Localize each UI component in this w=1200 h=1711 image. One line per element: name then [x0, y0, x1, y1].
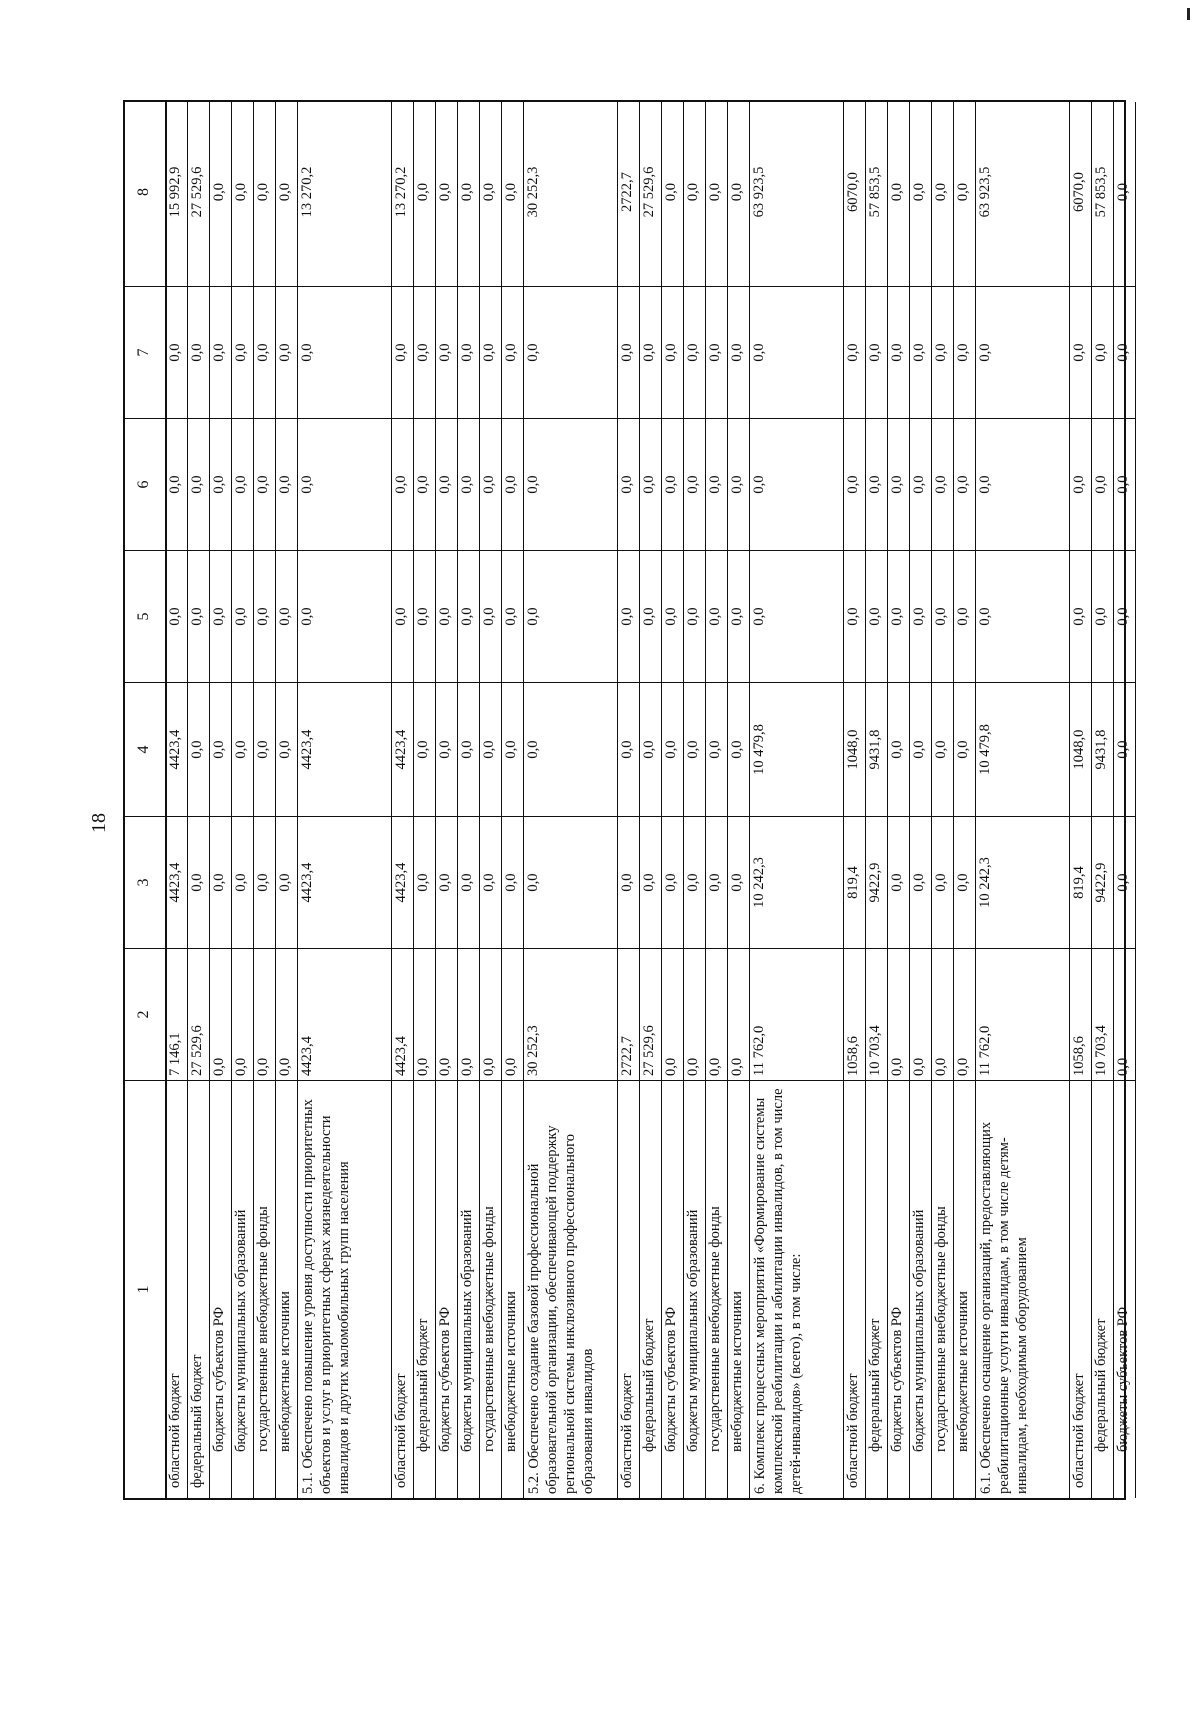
- value-cell: 0,0: [233, 182, 249, 202]
- value-cell: 0,0: [457, 816, 479, 948]
- row-label: 6. Комплекс процессных мероприятий «Формирование системы комплексной реабилитации и абилитации инвалидов, в том числе детей-инвалидов» (всего), в том числе:: [749, 1080, 843, 1498]
- value-cell: 4423,4: [391, 816, 413, 948]
- table-row: [909, 102, 932, 1498]
- value-cell: 0,0: [211, 182, 227, 202]
- header-cell: 7: [125, 286, 165, 418]
- value-cell: 0,0: [1069, 286, 1091, 418]
- table-row: [231, 102, 254, 1498]
- value-cell: 27 529,6: [189, 166, 205, 218]
- value-cell: 0,0: [729, 182, 745, 202]
- row-label: внебюджетные источники: [275, 1080, 297, 1498]
- table-row: [931, 102, 954, 1498]
- table-row: [865, 102, 888, 1498]
- table-row: [501, 102, 524, 1498]
- value-cell: 0,0: [727, 948, 749, 1080]
- row-label: областной бюджет: [843, 1080, 865, 1498]
- value-cell: 0,0: [523, 286, 617, 418]
- table-row: [275, 102, 298, 1498]
- value-cell: 0,0: [975, 286, 1069, 418]
- value-cell: 0,0: [683, 418, 705, 550]
- value-cell: 0,0: [523, 550, 617, 682]
- value-cell: 0,0: [953, 948, 975, 1080]
- value-cell: 0,0: [435, 550, 457, 682]
- value-cell: 1048,0: [1069, 682, 1091, 816]
- value-cell: 0,0: [953, 682, 975, 816]
- table-row: [187, 102, 210, 1498]
- value-cell: 0,0: [889, 182, 905, 202]
- value-cell: 0,0: [1113, 682, 1135, 816]
- value-cell: 0,0: [209, 948, 231, 1080]
- table-row: [683, 102, 706, 1498]
- value-cell: 0,0: [435, 286, 457, 418]
- value-cell: 0,0: [209, 816, 231, 948]
- value-cell: 0,0: [661, 682, 683, 816]
- value-cell: 0,0: [479, 682, 501, 816]
- value-cell: 57 853,5: [1093, 166, 1109, 218]
- table-row: [639, 102, 662, 1498]
- value-cell: 0,0: [479, 286, 501, 418]
- value-cell: 0,0: [457, 682, 479, 816]
- row-label: внебюджетные источники: [727, 1080, 749, 1498]
- table-row: [479, 102, 502, 1498]
- value-cell: 0,0: [277, 182, 293, 202]
- value-cell: 0,0: [481, 182, 497, 202]
- value-cell: 0,0: [661, 286, 683, 418]
- value-cell: 0,0: [749, 418, 843, 550]
- value-cell: 30 252,3: [525, 166, 541, 218]
- table-row: [843, 102, 866, 1498]
- table-row: [1069, 102, 1092, 1498]
- value-cell: 0,0: [253, 286, 275, 418]
- value-cell: 0,0: [1113, 286, 1135, 418]
- value-cell: 0,0: [165, 550, 187, 682]
- value-cell: 0,0: [413, 682, 435, 816]
- value-cell: 0,0: [457, 418, 479, 550]
- value-cell: 0,0: [457, 550, 479, 682]
- table-row: [253, 102, 276, 1498]
- value-cell: 0,0: [909, 816, 931, 948]
- value-cell: 0,0: [887, 418, 909, 550]
- value-cell: 0,0: [391, 286, 413, 418]
- header-cell: 2: [125, 948, 165, 1080]
- value-cell: 0,0: [661, 948, 683, 1080]
- value-cell: 0,0: [391, 418, 413, 550]
- value-cell: 0,0: [275, 948, 297, 1080]
- value-cell: 0,0: [255, 182, 271, 202]
- value-cell: 0,0: [639, 816, 661, 948]
- row-label: бюджеты муниципальных образований: [231, 1080, 253, 1498]
- value-cell: 0,0: [435, 418, 457, 550]
- value-cell: 6070,0: [845, 172, 861, 212]
- value-cell: 0,0: [683, 816, 705, 948]
- value-cell: 0,0: [253, 550, 275, 682]
- value-cell: 0,0: [209, 550, 231, 682]
- value-cell: 0,0: [683, 550, 705, 682]
- value-cell: 0,0: [749, 550, 843, 682]
- value-cell: 0,0: [911, 182, 927, 202]
- value-cell: 0,0: [1069, 418, 1091, 550]
- value-cell: 0,0: [975, 550, 1069, 682]
- value-cell: 0,0: [843, 418, 865, 550]
- value-cell: 0,0: [683, 286, 705, 418]
- value-cell: 0,0: [705, 550, 727, 682]
- value-cell: 0,0: [749, 286, 843, 418]
- value-cell: 0,0: [1091, 418, 1113, 550]
- value-cell: 11 762,0: [975, 948, 1069, 1080]
- value-cell: 10 703,4: [1091, 948, 1113, 1080]
- value-cell: 0,0: [523, 682, 617, 816]
- header-cell: 4: [125, 682, 165, 816]
- value-cell: 0,0: [501, 948, 523, 1080]
- value-cell: 0,0: [231, 948, 253, 1080]
- value-cell: 0,0: [415, 182, 431, 202]
- value-cell: 11 762,0: [749, 948, 843, 1080]
- value-cell: 0,0: [187, 418, 209, 550]
- value-cell: 0,0: [727, 682, 749, 816]
- row-label: областной бюджет: [617, 1080, 639, 1498]
- value-cell: 1048,0: [843, 682, 865, 816]
- value-cell: 0,0: [683, 948, 705, 1080]
- value-cell: 0,0: [209, 418, 231, 550]
- value-cell: 0,0: [933, 182, 949, 202]
- value-cell: 0,0: [639, 418, 661, 550]
- value-cell: 63 923,5: [751, 166, 767, 218]
- value-cell: 0,0: [685, 182, 701, 202]
- value-cell: 4423,4: [165, 816, 187, 948]
- row-label: 5.2. Обеспечено создание базовой профессиональной образовательной организации, обеспечивающей поддержку региональной системы инклюзивного профессионального образования инвалидов: [523, 1080, 617, 1498]
- value-cell: 0,0: [501, 418, 523, 550]
- value-cell: 0,0: [1113, 418, 1135, 550]
- value-cell: 4423,4: [391, 948, 413, 1080]
- value-cell: 0,0: [661, 418, 683, 550]
- value-cell: 0,0: [501, 286, 523, 418]
- value-cell: 0,0: [413, 948, 435, 1080]
- row-label: государственные внебюджетные фонды: [253, 1080, 275, 1498]
- value-cell: 0,0: [663, 182, 679, 202]
- row-label: областной бюджет: [1069, 1080, 1091, 1498]
- value-cell: 0,0: [391, 550, 413, 682]
- row-label: 5.1. Обеспечено повышение уровня доступности приоритетных объектов и услуг в приоритетных сферах жизнедеятельности инвалидов и других маломобильных групп населения: [297, 1080, 391, 1498]
- value-cell: 0,0: [931, 682, 953, 816]
- value-cell: 9422,9: [1091, 816, 1113, 948]
- value-cell: 0,0: [523, 816, 617, 948]
- value-cell: 0,0: [479, 948, 501, 1080]
- value-cell: 0,0: [639, 682, 661, 816]
- value-cell: 0,0: [953, 550, 975, 682]
- value-cell: 10 242,3: [749, 816, 843, 948]
- value-cell: 0,0: [253, 682, 275, 816]
- value-cell: 0,0: [457, 948, 479, 1080]
- header-cell: 1: [125, 1080, 165, 1498]
- value-cell: 0,0: [231, 682, 253, 816]
- value-cell: 0,0: [297, 418, 391, 550]
- value-cell: 0,0: [275, 286, 297, 418]
- value-cell: 13 270,2: [299, 166, 315, 218]
- value-cell: 0,0: [187, 550, 209, 682]
- value-cell: 0,0: [275, 418, 297, 550]
- row-label: государственные внебюджетные фонды: [479, 1080, 501, 1498]
- table-row: [727, 102, 750, 1498]
- value-cell: 0,0: [435, 948, 457, 1080]
- value-cell: 0,0: [727, 286, 749, 418]
- row-label: бюджеты субъектов РФ: [887, 1080, 909, 1498]
- value-cell: 9422,9: [865, 816, 887, 948]
- value-cell: 7 146,1: [165, 948, 187, 1080]
- value-cell: 0,0: [931, 816, 953, 948]
- value-cell: 0,0: [413, 816, 435, 948]
- value-cell: 0,0: [413, 286, 435, 418]
- value-cell: 0,0: [931, 550, 953, 682]
- table-row: [435, 102, 458, 1498]
- value-cell: 0,0: [639, 286, 661, 418]
- value-cell: 0,0: [275, 550, 297, 682]
- value-cell: 2722,7: [617, 948, 639, 1080]
- row-label: внебюджетные источники: [953, 1080, 975, 1498]
- value-cell: 0,0: [953, 816, 975, 948]
- value-cell: 27 529,6: [187, 948, 209, 1080]
- value-cell: 0,0: [503, 182, 519, 202]
- value-cell: 819,4: [843, 816, 865, 948]
- value-cell: 0,0: [479, 418, 501, 550]
- value-cell: 0,0: [253, 948, 275, 1080]
- value-cell: 0,0: [253, 418, 275, 550]
- value-cell: 0,0: [253, 816, 275, 948]
- value-cell: 0,0: [727, 418, 749, 550]
- value-cell: 0,0: [865, 418, 887, 550]
- value-cell: 0,0: [501, 816, 523, 948]
- value-cell: 4423,4: [297, 948, 391, 1080]
- row-label: государственные внебюджетные фонды: [705, 1080, 727, 1498]
- value-cell: 1058,6: [1069, 948, 1091, 1080]
- value-cell: 0,0: [955, 182, 971, 202]
- value-cell: 0,0: [165, 286, 187, 418]
- row-label: областной бюджет: [391, 1080, 413, 1498]
- row-label: бюджеты муниципальных образований: [909, 1080, 931, 1498]
- value-cell: 9431,8: [865, 682, 887, 816]
- table-row: [297, 102, 392, 1498]
- row-label: федеральный бюджет: [413, 1080, 435, 1498]
- value-cell: 4423,4: [297, 816, 391, 948]
- value-cell: 0,0: [187, 682, 209, 816]
- row-label: федеральный бюджет: [865, 1080, 887, 1498]
- value-cell: 0,0: [727, 550, 749, 682]
- value-cell: 57 853,5: [867, 166, 883, 218]
- value-cell: 4423,4: [165, 682, 187, 816]
- row-label: государственные внебюджетные фонды: [931, 1080, 953, 1498]
- value-cell: 0,0: [617, 682, 639, 816]
- value-cell: 0,0: [705, 816, 727, 948]
- value-cell: 0,0: [187, 816, 209, 948]
- value-cell: 30 252,3: [523, 948, 617, 1080]
- row-label: бюджеты субъектов РФ: [661, 1080, 683, 1498]
- value-cell: 0,0: [275, 816, 297, 948]
- value-cell: 0,0: [843, 550, 865, 682]
- value-cell: 0,0: [1113, 816, 1135, 948]
- value-cell: 0,0: [617, 550, 639, 682]
- value-cell: 0,0: [707, 182, 723, 202]
- value-cell: 0,0: [865, 286, 887, 418]
- header-cell: 6: [125, 418, 165, 550]
- row-label: 6.1. Обеспечено оснащение организаций, предоставляющих реабилитационные услуги инвалидам, в том числе детям-инвалидам, необходимым оборудованием: [975, 1080, 1069, 1498]
- value-cell: 0,0: [231, 418, 253, 550]
- value-cell: 0,0: [523, 418, 617, 550]
- value-cell: 0,0: [187, 286, 209, 418]
- header-cell: 8: [135, 188, 152, 196]
- value-cell: 0,0: [683, 682, 705, 816]
- table-row: [975, 102, 1070, 1498]
- value-cell: 0,0: [1115, 182, 1131, 202]
- row-label: бюджеты субъектов РФ: [1113, 1080, 1135, 1498]
- value-cell: 0,0: [727, 816, 749, 948]
- value-cell: 0,0: [639, 550, 661, 682]
- value-cell: 10 703,4: [865, 948, 887, 1080]
- value-cell: 0,0: [909, 550, 931, 682]
- header-cell: 5: [125, 550, 165, 682]
- value-cell: 0,0: [953, 286, 975, 418]
- value-cell: 0,0: [661, 816, 683, 948]
- table-row: [1091, 102, 1114, 1498]
- page-number: 18: [88, 813, 110, 833]
- value-cell: 13 270,2: [393, 166, 409, 218]
- value-cell: 0,0: [1113, 550, 1135, 682]
- row-label: внебюджетные источники: [501, 1080, 523, 1498]
- value-cell: 0,0: [909, 286, 931, 418]
- value-cell: 0,0: [435, 682, 457, 816]
- value-cell: 0,0: [459, 182, 475, 202]
- value-cell: 0,0: [865, 550, 887, 682]
- value-cell: 0,0: [501, 682, 523, 816]
- value-cell: 10 242,3: [975, 816, 1069, 948]
- table-header-row: [125, 102, 167, 1498]
- table-row: [661, 102, 684, 1498]
- value-cell: 0,0: [435, 816, 457, 948]
- table-row: [749, 102, 844, 1498]
- value-cell: 0,0: [931, 948, 953, 1080]
- value-cell: 0,0: [887, 816, 909, 948]
- value-cell: 10 479,8: [749, 682, 843, 816]
- value-cell: 27 529,6: [639, 948, 661, 1080]
- value-cell: 0,0: [617, 816, 639, 948]
- header-cell: 3: [125, 816, 165, 948]
- table-row: [705, 102, 728, 1498]
- value-cell: 0,0: [479, 816, 501, 948]
- table-row: [1113, 102, 1136, 1498]
- table-row: [413, 102, 436, 1498]
- value-cell: 0,0: [887, 286, 909, 418]
- table-row: [617, 102, 640, 1498]
- value-cell: 0,0: [705, 682, 727, 816]
- value-cell: 1058,6: [843, 948, 865, 1080]
- row-label: федеральный бюджет: [639, 1080, 661, 1498]
- value-cell: 0,0: [275, 682, 297, 816]
- row-label: областной бюджет: [165, 1080, 187, 1498]
- value-cell: 0,0: [909, 418, 931, 550]
- table-row: [523, 102, 618, 1498]
- value-cell: 0,0: [887, 682, 909, 816]
- row-label: бюджеты субъектов РФ: [435, 1080, 457, 1498]
- value-cell: 0,0: [909, 682, 931, 816]
- value-cell: 0,0: [887, 550, 909, 682]
- value-cell: 63 923,5: [977, 166, 993, 218]
- budget-table: [123, 100, 1131, 1500]
- value-cell: 0,0: [1091, 550, 1113, 682]
- row-label: федеральный бюджет: [1091, 1080, 1113, 1498]
- value-cell: 0,0: [617, 286, 639, 418]
- table-row: [165, 102, 188, 1498]
- value-cell: 819,4: [1069, 816, 1091, 948]
- table-row: [887, 102, 910, 1498]
- row-label: бюджеты муниципальных образований: [457, 1080, 479, 1498]
- value-cell: 0,0: [931, 418, 953, 550]
- value-cell: 0,0: [231, 286, 253, 418]
- value-cell: 0,0: [617, 418, 639, 550]
- row-label: бюджеты муниципальных образований: [683, 1080, 705, 1498]
- row-label: бюджеты субъектов РФ: [209, 1080, 231, 1498]
- value-cell: 0,0: [457, 286, 479, 418]
- value-cell: 0,0: [705, 418, 727, 550]
- value-cell: 0,0: [479, 550, 501, 682]
- value-cell: 0,0: [909, 948, 931, 1080]
- row-label: федеральный бюджет: [187, 1080, 209, 1498]
- value-cell: 0,0: [297, 550, 391, 682]
- table-row: [457, 102, 480, 1498]
- value-cell: 0,0: [1091, 286, 1113, 418]
- value-cell: 0,0: [231, 550, 253, 682]
- value-cell: 0,0: [887, 948, 909, 1080]
- value-cell: 0,0: [501, 550, 523, 682]
- value-cell: 0,0: [413, 550, 435, 682]
- value-cell: 0,0: [1113, 948, 1135, 1080]
- value-cell: 9431,8: [1091, 682, 1113, 816]
- value-cell: 0,0: [953, 418, 975, 550]
- value-cell: 15 992,9: [167, 166, 183, 218]
- value-cell: 4423,4: [391, 682, 413, 816]
- value-cell: 0,0: [209, 682, 231, 816]
- value-cell: 0,0: [705, 948, 727, 1080]
- value-cell: 0,0: [165, 418, 187, 550]
- value-cell: 0,0: [413, 418, 435, 550]
- value-cell: 27 529,6: [641, 166, 657, 218]
- value-cell: 0,0: [231, 816, 253, 948]
- table-row: [953, 102, 976, 1498]
- value-cell: 0,0: [209, 286, 231, 418]
- value-cell: 0,0: [661, 550, 683, 682]
- table-row: [391, 102, 414, 1498]
- value-cell: 6070,0: [1071, 172, 1087, 212]
- value-cell: 0,0: [437, 182, 453, 202]
- value-cell: 0,0: [931, 286, 953, 418]
- value-cell: 0,0: [1069, 550, 1091, 682]
- value-cell: 10 479,8: [975, 682, 1069, 816]
- value-cell: 0,0: [843, 286, 865, 418]
- value-cell: 4423,4: [297, 682, 391, 816]
- value-cell: 0,0: [297, 286, 391, 418]
- value-cell: 0,0: [975, 418, 1069, 550]
- table-row: [209, 102, 232, 1498]
- value-cell: 2722,7: [619, 172, 635, 212]
- value-cell: 0,0: [705, 286, 727, 418]
